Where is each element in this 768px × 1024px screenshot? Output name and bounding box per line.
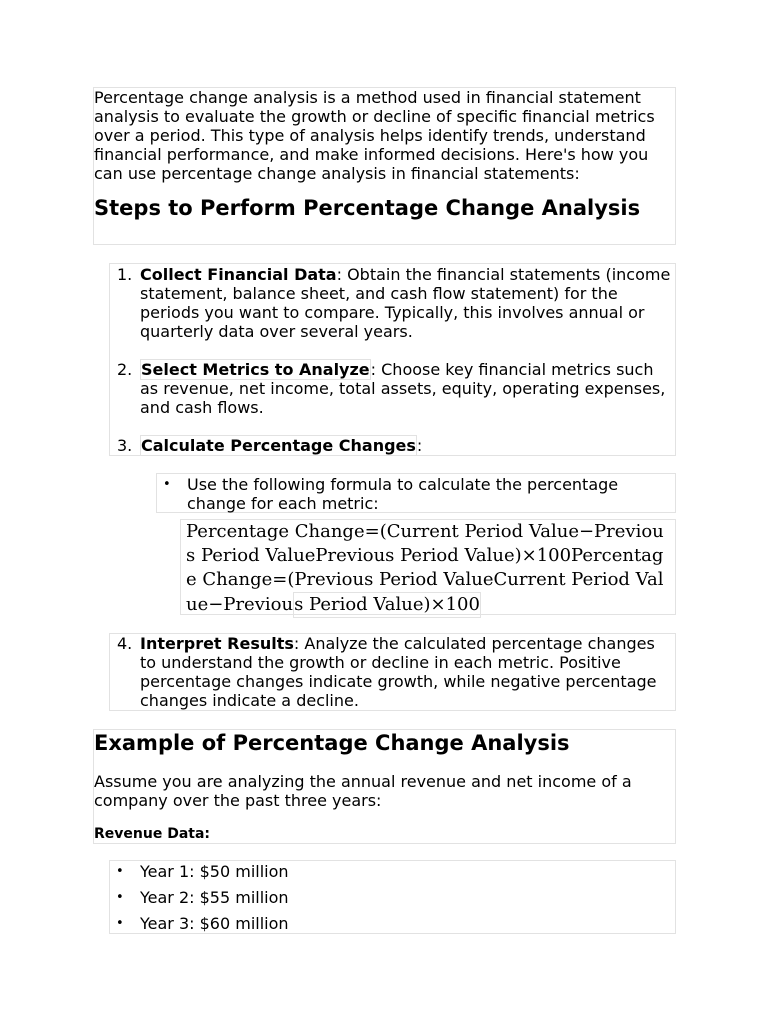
bullet-icon: • bbox=[116, 864, 124, 879]
list-item bbox=[110, 436, 675, 455]
step-number: 3. bbox=[117, 436, 133, 455]
example-intro: Assume you are analyzing the annual revenue and net income of a company over the past three years: bbox=[94, 772, 632, 810]
step-text: : Obtain the financial statements (income statement, balance sheet, and cash flow statement) for the periods you want to compare. Typically, this involves annual or quarterly data over several years. bbox=[140, 265, 671, 341]
step-text: : bbox=[416, 436, 423, 455]
bullet-icon: • bbox=[163, 477, 171, 492]
example-heading: Example of Percentage Change Analysis bbox=[94, 731, 570, 755]
revenue-item: Year 3: $60 million bbox=[140, 914, 289, 933]
steps-list-continued bbox=[110, 634, 675, 710]
formula-bullet-text: Use the following formula to calculate the percentage change for each metric: bbox=[187, 475, 619, 513]
step-number: 2. bbox=[117, 360, 133, 379]
step-number: 4. bbox=[117, 634, 133, 653]
list-item bbox=[110, 885, 675, 911]
example-section bbox=[93, 729, 676, 844]
step-number: 1. bbox=[117, 265, 133, 284]
list-item bbox=[110, 265, 675, 341]
step-title: Collect Financial Data bbox=[140, 265, 337, 284]
steps-heading: Steps to Perform Percentage Change Analysis bbox=[94, 196, 641, 220]
step-4-box bbox=[109, 633, 676, 711]
revenue-label: Revenue Data: bbox=[94, 826, 211, 842]
list-item bbox=[110, 859, 675, 885]
revenue-item: Year 2: $55 million bbox=[140, 888, 289, 907]
step-title: Calculate Percentage Changes bbox=[141, 436, 416, 455]
bullet-icon: • bbox=[116, 916, 124, 931]
list-item bbox=[110, 911, 675, 937]
formula-main: Percentage Change=(Current Period Value−Previous Period ValuePrevious Period Value)×100Percentage Change=(Previous Period ValueCurrent Period Value−Previou bbox=[186, 521, 664, 615]
steps-list bbox=[110, 265, 675, 455]
intro-section bbox=[93, 87, 676, 245]
list-item bbox=[110, 360, 675, 417]
formula-end: s Period Value)×100 bbox=[293, 592, 481, 618]
bullet-icon: • bbox=[116, 890, 124, 905]
step-text: : Choose key financial metrics such as revenue, net income, total assets, equity, operating expenses, and cash flows. bbox=[140, 360, 666, 417]
step-title: Select Metrics to Analyze bbox=[141, 360, 370, 379]
formula-box bbox=[180, 519, 676, 615]
intro-paragraph: Percentage change analysis is a method used in financial statement analysis to evaluate the growth or decline of specific financial metrics over a period. This type of analysis helps identify trends, understand financial performance, and make informed decisions. Here's how you can use percentage change analysis in financial statements: bbox=[94, 88, 655, 183]
formula bbox=[186, 520, 670, 618]
step-title: Interpret Results bbox=[140, 634, 294, 653]
step-text: : Analyze the calculated percentage changes to understand the growth or decline in each metric. Positive percentage changes indicate growth, while negative percentage changes indicate a decline. bbox=[140, 634, 657, 710]
list-item bbox=[110, 634, 675, 710]
formula-bullet-list bbox=[157, 475, 675, 513]
revenue-list bbox=[110, 859, 675, 937]
steps-list-box bbox=[109, 263, 676, 456]
formula-bullet-box bbox=[156, 473, 676, 513]
list-item bbox=[157, 475, 675, 513]
revenue-item: Year 1: $50 million bbox=[140, 862, 289, 881]
revenue-list-box bbox=[109, 860, 676, 934]
